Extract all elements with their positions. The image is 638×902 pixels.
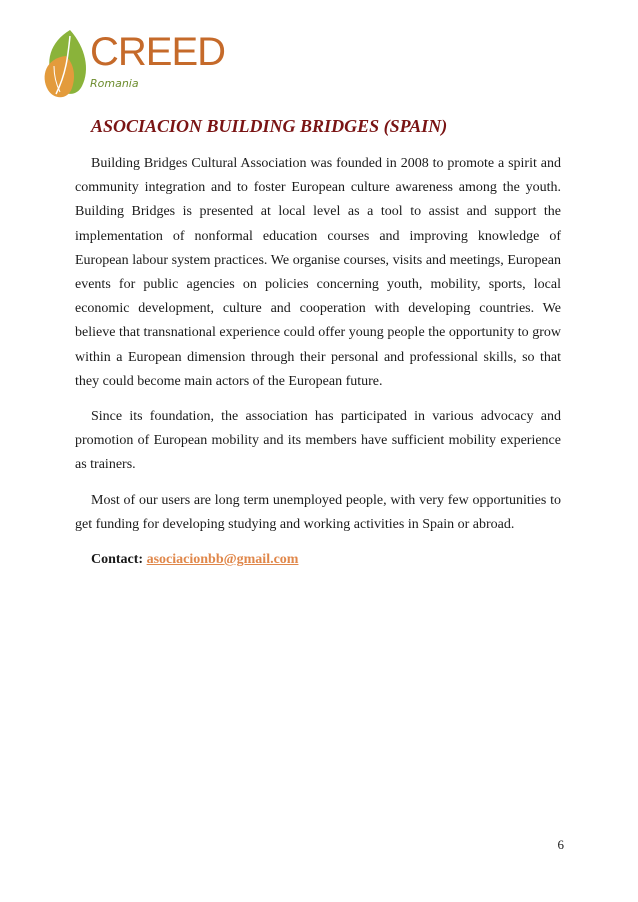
document-body bbox=[75, 114, 561, 572]
creed-logo bbox=[40, 26, 226, 102]
paragraph-intro: Building Bridges Cultural Association was founded in 2008 to promote a spirit and community integration and to foster European culture awareness among the youth. Building Bridges is presented at local level as a tool to assist and support the implementation of nonformal education courses and improving knowledge of European labour system practices. We organise courses, visits and meetings, European events for public agencies on policies concerning youth, mobility, sports, local economic development, culture and cooperation with developing countries. We believe that transnational experience could offer young people the opportunity to grow within a European dimension through their personal and professional skills, so that they could become main actors of the European future. bbox=[75, 156, 561, 389]
contact-email-link[interactable]: asociacionbb@gmail.com bbox=[146, 552, 299, 568]
paragraph-users: Most of our users are long term unemployed people, with very few opportunities to get funding for developing studying and working activities in Spain or abroad. bbox=[75, 492, 561, 532]
contact-label: Contact: bbox=[91, 552, 144, 568]
logo-brand-text: CREED bbox=[90, 30, 226, 74]
paragraph-foundation: Since its foundation, the association has participated in various advocacy and promotion of European mobility and its members have sufficient mobility experience as trainers. bbox=[75, 409, 561, 473]
contact-line bbox=[75, 548, 561, 572]
section-heading: ASOCIACION BUILDING BRIDGES (SPAIN) bbox=[91, 116, 448, 136]
page-number: 6 bbox=[557, 837, 564, 852]
logo-sub-text: Romania bbox=[90, 77, 139, 90]
